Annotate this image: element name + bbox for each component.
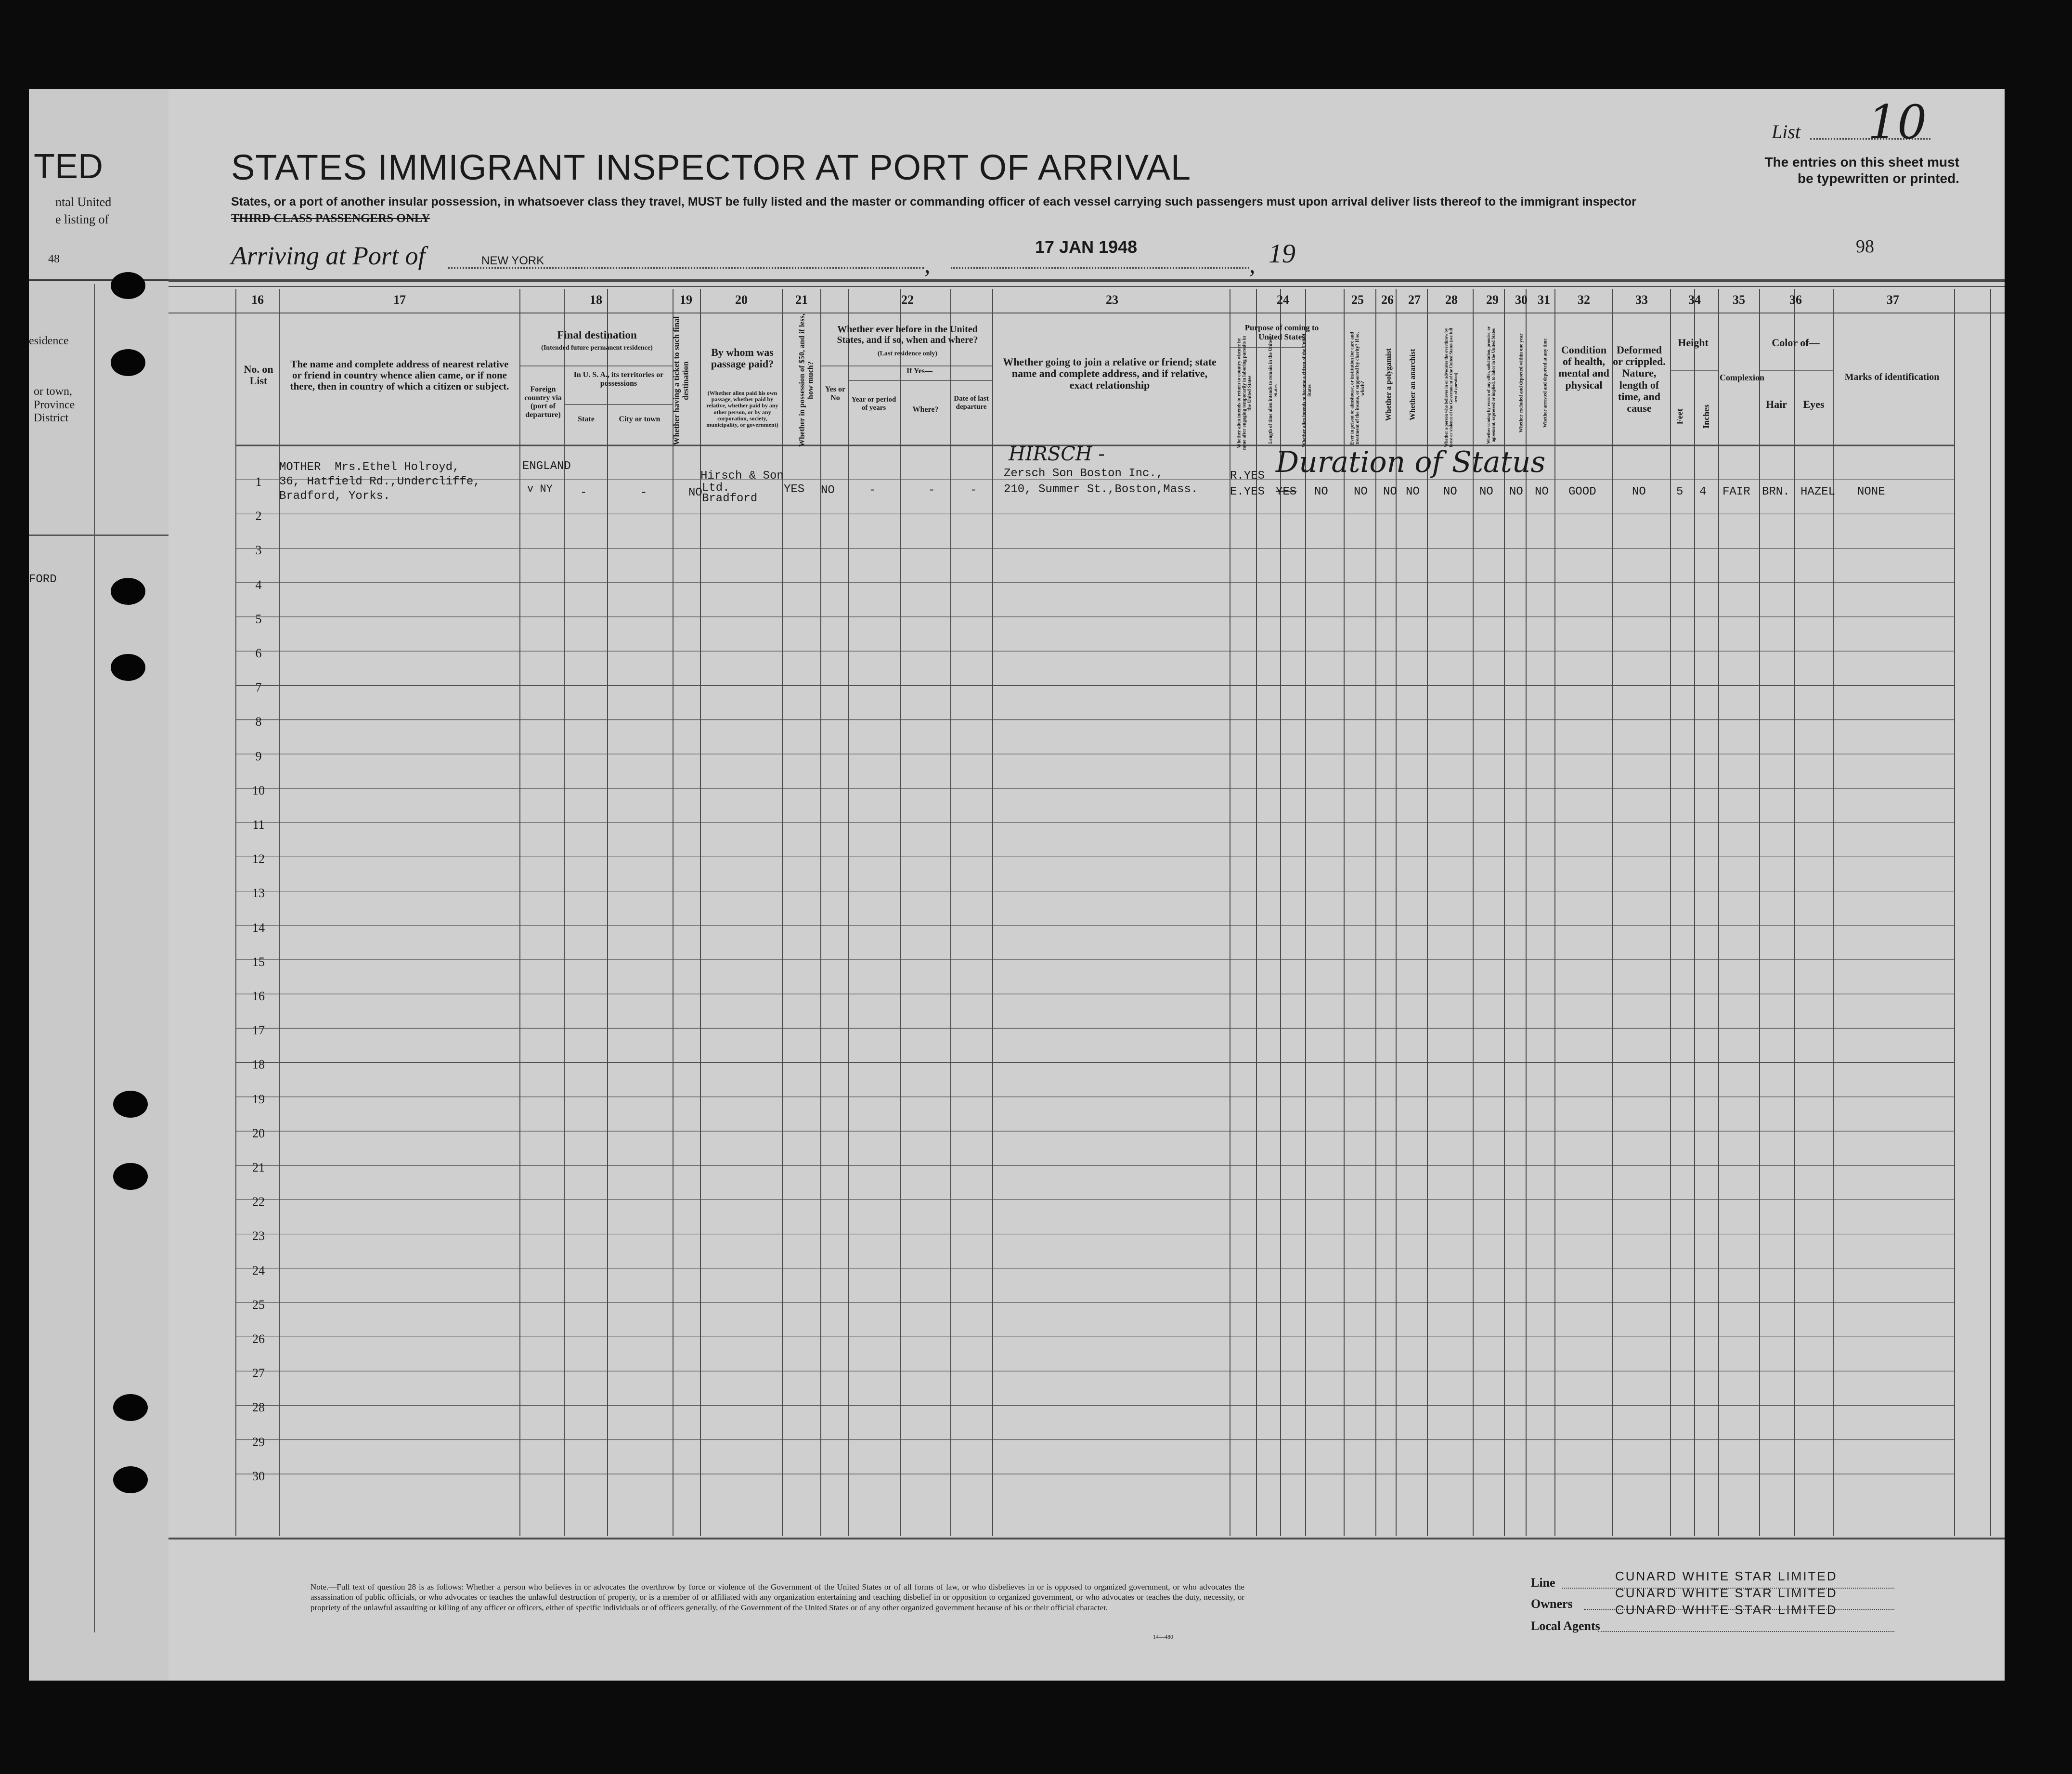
entry-join-handwritten: HIRSCH - [1009,443,1105,465]
entry-passage-line-2: Ltd. [702,482,730,495]
agents-label: Local Agents [1531,1619,1600,1633]
column-number: 30 [1515,293,1528,307]
col-35-label: Complexion [1720,373,1765,382]
col-24-label: Purpose of coming to United States [1244,323,1319,341]
entry-q31: NO [1535,485,1549,498]
column-number: 34 [1688,293,1701,307]
col-18-sublabel: (Intended future permanent residence) [541,344,653,352]
entry-return-r: R.YES [1230,470,1265,483]
left-entry: FORD [29,573,57,586]
col-21-label: Whether in possession of $50, and if less, how much? [798,313,815,447]
row-number: 4 [255,577,262,592]
column-number: 18 [590,293,602,307]
column-number: 37 [1887,293,1899,307]
row-number: 14 [252,920,265,935]
row-number: 10 [252,783,265,797]
list-number: 10 [1868,95,1927,149]
entry-anarchist: NO [1406,485,1420,498]
row-number: 2 [255,509,262,523]
left-line-2: e listing of [55,212,109,226]
col-24-citizen: Whether alien intends to become a citizen of the United States [1302,334,1312,447]
entry-marks: NONE [1857,485,1885,498]
col-37-label: Marks of identification [1844,372,1940,382]
col-18-state: State [578,415,595,423]
entry-deformed: NO [1632,485,1646,498]
row-number: 8 [255,715,262,729]
col-24-return: Whether alien intends to return to country whence he came after engaging temporarily in laboring pursuits in the United States [1236,336,1253,451]
col-18-city: City or town [619,415,660,423]
page-stamp: 98 [1856,236,1874,257]
left-line-1: ntal United [55,195,112,209]
col-22-ifyes: If Yes— [906,367,933,375]
row-number: 11 [252,818,265,832]
entry-complexion: FAIR [1722,485,1750,498]
row-number: 3 [255,543,262,558]
entries-note-line-2: be typewritten or printed. [1797,170,1959,186]
row-number: 27 [252,1366,265,1381]
col-19-label: Whether having a ticket to such final destination [672,316,690,445]
left-heading: TED [34,147,103,186]
row-number: 21 [252,1161,265,1174]
entry-q30: NO [1509,485,1523,498]
col-31-label: Whether arrested and deported at any time [1542,338,1548,428]
entry-return-e: E.YES [1230,485,1265,498]
col-18-foreign: Foreign country via (port of departure) [524,385,562,419]
entry-passage-line-3: Bradford [702,492,758,505]
entry-q28: NO [1443,485,1457,498]
agents-rule [1598,1631,1894,1632]
left-town-line-2: Province [34,398,75,411]
column-number: 26 [1381,293,1394,307]
col-18-usa: In U. S. A., its territories or possessions [573,371,664,388]
col-22-yesno: Yes or No [825,385,846,402]
col-34-inches: Inches [1701,404,1711,429]
entry-join-line-2: 210, Summer St.,Boston,Mass. [1004,483,1198,496]
column-number: 22 [901,293,914,307]
page-title: STATES IMMIGRANT INSPECTOR AT PORT OF ARRIVAL [231,147,1191,187]
col-25-label: Ever in prison or almshouse, or institution for care and treatment of the insane, or supported by charity? If so, which? [1349,332,1366,445]
col-18-label: Final destination [557,329,637,341]
entry-ever-before: NO [821,484,835,497]
row-number: 17 [252,1023,265,1038]
comma-2: , [1249,251,1256,278]
entry-relative-line-2: 36, Hatfield Rd.,Undercliffe, [279,475,480,488]
owners-label: Owners [1531,1597,1573,1611]
row-number: 29 [252,1435,265,1449]
column-number: 24 [1277,293,1289,307]
entry-ticket: NO [688,486,702,499]
agents-value: CUNARD WHITE STAR LIMITED [1615,1603,1838,1617]
list-label: List [1772,121,1801,143]
col-27-label: Whether an anarchist [1409,349,1417,421]
col-32-label: Condition of health, mental and physical [1558,344,1609,391]
arriving-label: Arriving at Port of [231,241,426,270]
entry-length-struck: YES [1276,485,1297,498]
page-subtitle: States, or a port of another insular possession, in whatsoever class they travel, MUST be fully listed and the master or commanding officer of each vessel carrying such passengers must upon arrival deliver lists thereof to the immigrant inspector [231,195,1636,209]
line-label: Line [1531,1576,1555,1590]
row-number: 9 [255,749,262,763]
entries-note-line-1: The entries on this sheet must [1764,155,1959,170]
entry-relative-line-1: MOTHER Mrs.Ethel Holroyd, [279,461,460,474]
entry-health: GOOD [1568,485,1596,498]
col-22-year: Year or period of years [851,396,896,412]
entry-relative-line-3: Bradford, Yorks. [279,490,390,503]
column-number: 28 [1445,293,1458,307]
entry-where: - [928,484,935,497]
entry-hair: BRN. [1762,485,1790,498]
row-number: 1 [255,475,262,489]
owners-value: CUNARD WHITE STAR LIMITED [1615,1586,1838,1600]
entry-passage-line-1: Hirsch & Son [700,470,784,483]
column-number: 29 [1486,293,1499,307]
column-number: 35 [1733,293,1745,307]
entry-state: - [580,486,587,499]
col-30-label: Whether excluded and deported within one year [1518,333,1524,433]
entry-money: YES [784,483,805,496]
left-col-residence: esidence [29,335,69,347]
col-33-label: Deformed or crippled. Nature, length of time, and cause [1613,344,1666,414]
row-number: 16 [252,989,265,1003]
row-number: 23 [252,1229,265,1243]
column-number: 16 [251,293,264,307]
col-23-label: Whether going to join a relative or friend; state name and complete address, and if relative, exact relationship [1003,356,1217,391]
entry-polygamist: NO [1383,485,1397,498]
column-number: 20 [735,293,748,307]
entry-length-handwritten: Duration of Status [1276,445,1546,479]
col-36-eyes: Eyes [1803,398,1825,410]
row-number: 13 [252,886,265,900]
column-number: 36 [1789,293,1802,307]
footer-note: Note.—Full text of question 28 is as follows: Whether a person who believes in or advocates the overthrow by force or violence of the Government of the United States or of all forms of law, or who disbelieves in or is opposed to organized government, or who advocates the assassination of public officials, or who advocates or teaches the unlawful destruction of property, or is a member of or affiliated with any organization entertaining and teaching disbelief in or opposition to organized government, or who advocates or teaches the duty, necessity, or propriety of the unlawful assaulting or killing of any officer or officers, either of specific individuals or of officers generally, of the Government of the United States or of any other organized government because of his or their official character. [311,1582,1244,1612]
column-number: 33 [1635,293,1648,307]
class-note: THIRD CLASS PASSENGERS ONLY [231,212,430,225]
entry-citizen: NO [1314,485,1328,498]
col-22-departure: Date of last departure [954,395,989,411]
col-34-label: Height [1678,337,1709,349]
col-29-label: Whether coming by reason of any offer, solicitation, promise, or agreement, expressed or implied, to labor in the United States [1486,326,1496,444]
entry-feet: 5 [1676,485,1684,498]
col-22-where: Where? [912,405,939,414]
entry-city: - [640,486,648,499]
row-number: 19 [252,1092,265,1106]
entry-prison: NO [1354,485,1368,498]
col-36-label: Color of— [1772,337,1820,349]
row-number: 20 [252,1126,265,1140]
col-36-hair: Hair [1766,398,1787,410]
col-22-sublabel: (Last residence only) [877,350,938,357]
col-20-label: By whom was passage paid? [711,346,774,370]
row-number: 7 [255,680,262,695]
form-code: 14—480 [1153,1633,1173,1640]
col-16-label: No. on List [244,363,273,387]
column-number: 27 [1408,293,1421,307]
col-34-feet: Feet [1675,408,1685,425]
col-26-label: Whether a polygamist [1385,348,1393,421]
row-number: 15 [252,954,265,969]
row-number: 5 [255,612,262,626]
left-town-line-3: District [34,412,68,425]
entry-q29: NO [1479,485,1493,498]
col-22-label: Whether ever before in the United States, and if so, when and where? [837,324,978,345]
left-town-line-1: or town, [34,385,72,398]
column-number: 17 [393,293,406,307]
row-number: 6 [255,646,262,660]
comma-1: , [924,251,931,278]
column-number: 32 [1578,293,1590,307]
column-number: 19 [680,293,692,307]
entry-via: v NY [527,483,553,495]
year-prefix: 19 [1269,239,1295,269]
column-number: 21 [795,293,808,307]
row-number: 12 [252,852,265,866]
col-20-sublabel: (Whether alien paid his own passage, whether paid by relative, whether paid by any other person, or by any corporation, society, municipality, or government) [706,390,778,428]
row-number: 28 [252,1400,265,1415]
arrival-date: 17 JAN 1948 [1035,237,1138,257]
left-stamp: 48 [48,253,60,265]
entry-departure: - [970,484,977,497]
column-number: 23 [1106,293,1118,307]
row-number: 30 [252,1469,265,1483]
entry-foreign-country: ENGLAND [522,460,571,473]
line-value: CUNARD WHITE STAR LIMITED [1615,1569,1838,1583]
col-17-label: The name and complete address of nearest relative or friend in country whence alien came, or if none there, then in country of which a citizen or subject. [290,358,509,392]
col-28-label: Whether a person who believes in or advocates the overthrow by force or violence of the Government of the United States (see full text of question) [1444,328,1458,447]
entry-inches: 4 [1699,485,1707,498]
entry-year: - [869,484,876,497]
column-number: 25 [1351,293,1364,307]
row-number: 26 [252,1332,265,1346]
row-number: 25 [252,1297,265,1312]
col-24-length: Length of time alien intends to remain in the United States [1268,337,1279,444]
row-number: 18 [252,1057,265,1072]
column-number: 31 [1538,293,1550,307]
row-number: 22 [252,1195,265,1209]
port-value: NEW YORK [481,254,544,267]
row-number: 24 [252,1263,265,1278]
entry-eyes: HAZEL [1800,485,1836,498]
entry-join-line-1: Zersch Son Boston Inc., [1004,467,1164,480]
